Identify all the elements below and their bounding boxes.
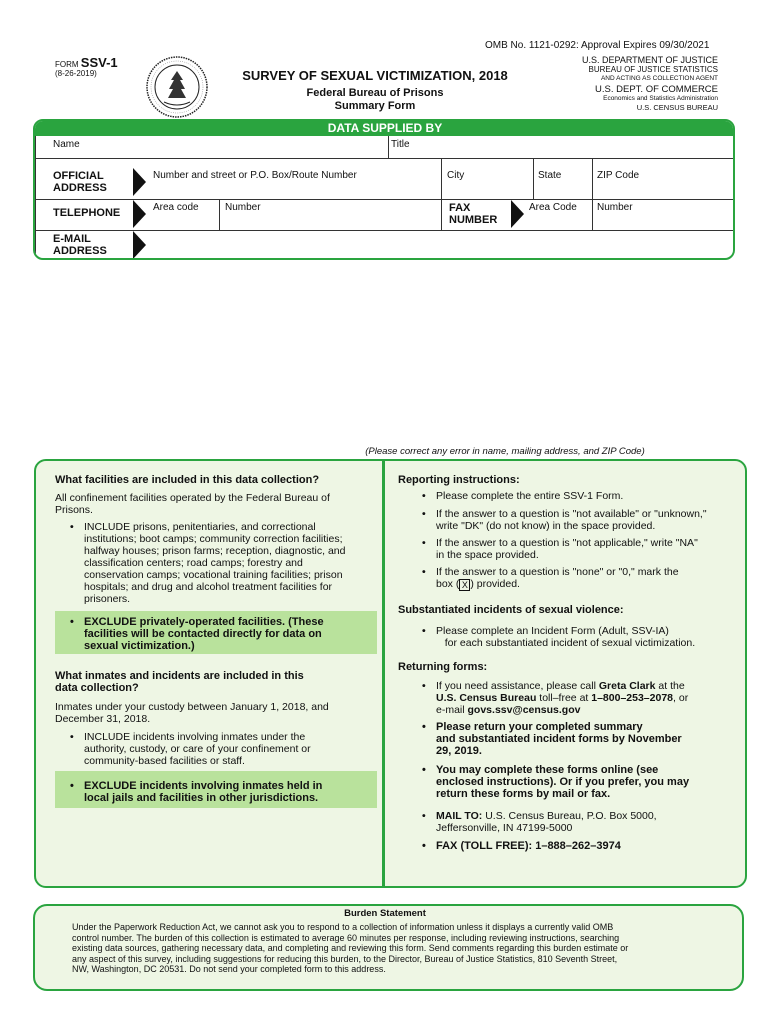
burden-text: Under the Paperwork Reduction Act, we cannot ask you to respond to a collection of information unless it displays a currently valid OMB control number. The burden of this collection is estimated to average 60 minutes per response, including reviewing instructions, searching existing data sources, gathering necessary data, and completing and reviewing this form. Send comments regarding this burden estimate or any aspect of this survey, including suggestions for reducing this burden, to the Director, Bureau of Justice Statistics, 810 Seventh Street, NW, Washington, DC 20531. Do not send your completed form to this address. xyxy=(72,922,629,974)
fax-label: FAX NUMBER xyxy=(449,202,498,226)
fax-number-label: Number xyxy=(597,202,633,213)
street-label: Number and street or P.O. Box/Route Number xyxy=(153,170,357,181)
agency-line-3: AND ACTING AS COLLECTION AGENT xyxy=(600,75,718,82)
facilities-heading: What facilities are included in this data collection? xyxy=(55,474,320,486)
burden-title: Burden Statement xyxy=(344,908,426,919)
official-address-label: OFFICIAL ADDRESS xyxy=(53,170,107,194)
correct-error-note: (Please correct any error in name, mailing address, and ZIP Code) xyxy=(365,446,645,457)
email-label: E-MAIL ADDRESS xyxy=(53,233,107,257)
returning-heading: Returning forms: xyxy=(398,661,488,673)
telephone-label: TELEPHONE xyxy=(53,207,121,219)
form-subtitle-2: Summary Form xyxy=(334,100,416,112)
phone-number-field[interactable] xyxy=(221,215,439,228)
fax-area-code-label: Area Code xyxy=(529,202,577,213)
form-code: SSV-1 xyxy=(80,55,118,70)
returning-item-assistance: • If you need assistance, please call Greta Clark at the U.S. Census Bureau toll–free at 1–800–253–2078, or e-mail govs.ssv@census.gov xyxy=(422,680,688,716)
substantiated-heading: Substantiated incidents of sexual violence: xyxy=(398,604,624,616)
reporting-item-1: • Please complete the entire SSV-1 Form. xyxy=(422,490,623,502)
street-field[interactable] xyxy=(149,181,439,197)
agency-line-2: BUREAU OF JUSTICE STATISTICS xyxy=(588,65,718,74)
agency-line-1: U.S. DEPARTMENT OF JUSTICE xyxy=(581,55,718,65)
state-label: State xyxy=(538,170,562,181)
omb-number: OMB No. 1121-0292: Approval Expires 09/30/2021 xyxy=(485,40,710,51)
exclude-incidents-item: • EXCLUDE incidents involving inmates held in local jails and facilities in other jurisdictions. xyxy=(70,780,322,804)
form-subtitle-1: Federal Bureau of Prisons xyxy=(306,87,444,99)
address-arrow-icon xyxy=(133,168,146,196)
reporting-item-2: • If the answer to a question is "not available" or "unknown," write "DK" (do not know) in the space provided. xyxy=(422,508,707,532)
facilities-text: All confinement facilities operated by the Federal Bureau of Prisons. xyxy=(55,492,330,516)
zip-label: ZIP Code xyxy=(597,170,640,181)
phone-number-label: Number xyxy=(225,202,261,213)
agency-line-4: U.S. DEPT. OF COMMERCE xyxy=(595,84,718,95)
reporting-heading: Reporting instructions: xyxy=(398,474,520,486)
reporting-item-3: • If the answer to a question is "not applicable," write "NA" in the space provided. xyxy=(422,537,698,561)
name-label: Name xyxy=(53,139,80,150)
column-divider xyxy=(382,461,385,887)
form-date: (8-26-2019) xyxy=(55,69,97,78)
title-field[interactable] xyxy=(390,137,730,157)
fax-arrow-icon xyxy=(511,200,524,228)
include-facilities-item: • INCLUDE prisons, penitentiaries, and correctional institutions; boot camps; community correction facilities; halfway houses; prison farms; reception, diagnostic, and classification centers; road camps; forestry and conservation camps; vocational training facilities; prison hospitals; and drug and alcohol treatment facilities for prisoners. xyxy=(70,521,345,605)
inmates-text: Inmates under your custody between January 1, 2018, and December 31, 2018. xyxy=(55,701,329,725)
email-field[interactable] xyxy=(149,233,729,257)
name-field[interactable] xyxy=(49,137,387,157)
email-arrow-icon xyxy=(133,231,146,259)
fax-area-code-field[interactable] xyxy=(527,215,590,228)
census-bureau-name: U.S. Census Bureau xyxy=(436,692,537,704)
city-label: City xyxy=(447,170,465,181)
agency-line-6: U.S. CENSUS BUREAU xyxy=(636,103,718,112)
form-id xyxy=(55,55,118,78)
checkbox-x-icon: X xyxy=(459,579,470,591)
telephone-arrow-icon xyxy=(133,200,146,228)
department-seal-icon xyxy=(146,56,208,118)
returning-item-mail: • MAIL TO: U.S. Census Bureau, P.O. Box 5000, Jeffersonville, IN 47199-5000 xyxy=(422,810,657,834)
title-label: Title xyxy=(391,139,410,150)
exclude-facilities-item: • EXCLUDE privately-operated facilities. (These facilities will be contacted directly for data on sexual victimization.) xyxy=(70,616,324,652)
inmates-heading: What inmates and incidents are included in this data collection? xyxy=(55,670,304,694)
contact-name: Greta Clark xyxy=(598,680,656,692)
substantiated-item: • Please complete an Incident Form (Adult, SSV-IA) for each substantiated incident of sexual victimization. xyxy=(422,625,695,649)
city-field[interactable] xyxy=(443,181,531,197)
area-code-label: Area code xyxy=(153,202,199,213)
contact-email[interactable]: govs.ssv@census.gov xyxy=(467,704,581,716)
returning-item-fax: • FAX (TOLL FREE): 1–888–262–3974 xyxy=(422,840,621,852)
include-incidents-item: • INCLUDE incidents involving inmates under the authority, custody, or care of your confinement or community-based facilities or staff. xyxy=(70,731,311,767)
reporting-item-4: • If the answer to a question is "none" or "0," mark the box ( X ) provided. xyxy=(422,566,679,591)
zip-field[interactable] xyxy=(594,181,730,197)
contact-phone: 1–800–253–2078 xyxy=(591,692,674,704)
returning-item-online: • You may complete these forms online (see enclosed instructions). Or if you prefer, you may return these forms by mail or fax. xyxy=(422,764,689,800)
phone-area-code-field[interactable] xyxy=(149,215,217,228)
agency-line-5: Economics and Statistics Administration xyxy=(603,95,718,102)
form-title-block xyxy=(225,68,525,112)
agency-block xyxy=(520,56,718,112)
form-title: SURVEY OF SEXUAL VICTIMIZATION, 2018 xyxy=(242,68,508,83)
data-supplied-box xyxy=(33,119,735,260)
form-prefix: FORM xyxy=(55,60,79,69)
returning-item-deadline: • Please return your completed summary and substantiated incident forms by November 29, 2019. xyxy=(422,721,682,757)
fax-number-field[interactable] xyxy=(594,215,730,228)
data-supplied-header: DATA SUPPLIED BY xyxy=(35,121,735,136)
state-field[interactable] xyxy=(535,181,590,197)
